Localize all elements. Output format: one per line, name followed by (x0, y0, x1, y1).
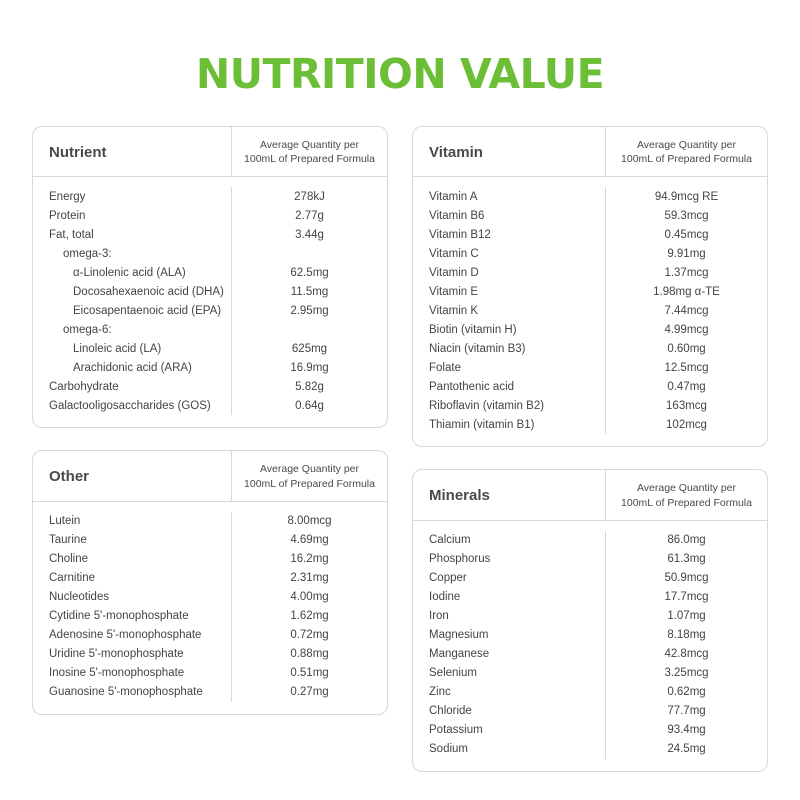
nutrient-table (32, 126, 388, 428)
row-label: Magnesium (429, 629, 489, 642)
row-value: 625mg (231, 339, 387, 358)
row-value: 8.00mcg (231, 512, 387, 531)
table-row (33, 225, 387, 244)
left-column (32, 126, 388, 772)
row-value: 1.98mg α-TE (605, 282, 767, 301)
quantity-header-line2: 100mL of Prepared Formula (244, 153, 375, 166)
table-row (413, 721, 767, 740)
quantity-header-line2: 100mL of Prepared Formula (621, 496, 752, 509)
row-label: Chloride (429, 705, 472, 718)
row-value: 163mcg (605, 396, 767, 415)
row-label: Guanosine 5'-monophosphate (49, 686, 203, 699)
table-row (413, 320, 767, 339)
row-value: 11.5mg (231, 282, 387, 301)
row-label: Eicosapentaenoic acid (EPA) (73, 304, 222, 317)
row-label: omega-6: (63, 323, 112, 336)
row-label: α-Linolenic acid (ALA) (73, 266, 186, 279)
row-value: 16.2mg (231, 550, 387, 569)
row-value: 4.69mg (231, 531, 387, 550)
row-value: 62.5mg (231, 263, 387, 282)
row-label: Vitamin A (429, 190, 478, 203)
table-row (33, 320, 387, 339)
row-value: 86.0mg (605, 531, 767, 550)
row-label: Adenosine 5'-monophosphate (49, 629, 202, 642)
table-row (413, 607, 767, 626)
table-row (413, 206, 767, 225)
table-row (413, 550, 767, 569)
table-row (413, 244, 767, 263)
nutrient-table-header-label: Nutrient (49, 143, 107, 161)
other-table (32, 450, 388, 714)
quantity-header-line2: 100mL of Prepared Formula (621, 153, 752, 166)
page-title: NUTRITION VALUE (195, 50, 605, 98)
row-label: Linoleic acid (LA) (73, 342, 162, 355)
row-label: Sodium (429, 743, 468, 756)
table-row (33, 358, 387, 377)
row-value: 77.7mg (605, 702, 767, 721)
row-value: 9.91mg (605, 244, 767, 263)
row-value: 0.47mg (605, 377, 767, 396)
row-label: Calcium (429, 534, 471, 547)
row-value: 16.9mg (231, 358, 387, 377)
table-row (413, 588, 767, 607)
row-value: 42.8mcg (605, 645, 767, 664)
row-label: Vitamin E (429, 285, 479, 298)
row-label: Vitamin B12 (429, 228, 491, 241)
quantity-header-line1: Average Quantity per (259, 463, 360, 476)
row-label: Energy (49, 190, 86, 203)
row-value: 1.62mg (231, 607, 387, 626)
minerals-table (412, 469, 768, 771)
row-value: 278kJ (231, 187, 387, 206)
table-row (413, 396, 767, 415)
nutrient-table-header (33, 127, 387, 177)
row-label: Potassium (429, 724, 483, 737)
row-value: 0.62mg (605, 683, 767, 702)
row-value: 0.45mcg (605, 225, 767, 244)
row-label: Nucleotides (49, 591, 110, 604)
table-row (33, 187, 387, 206)
row-label: omega-3: (63, 247, 112, 260)
row-label: Zinc (429, 686, 451, 699)
table-row (413, 339, 767, 358)
row-label: Choline (49, 553, 88, 566)
row-value: 17.7mcg (605, 588, 767, 607)
row-label: Cytidine 5'-monophosphate (49, 610, 189, 623)
row-value: 0.64g (231, 396, 387, 415)
other-table-quantity-header (231, 451, 387, 500)
table-row (33, 683, 387, 702)
table-row (413, 683, 767, 702)
nutrient-table-quantity-header (231, 127, 387, 176)
table-row (33, 531, 387, 550)
row-value (231, 244, 387, 263)
row-label: Iron (429, 610, 449, 623)
row-value: 4.00mg (231, 588, 387, 607)
row-label: Selenium (429, 667, 477, 680)
quantity-header-line1: Average Quantity per (636, 139, 737, 151)
table-row (33, 512, 387, 531)
table-row (33, 244, 387, 263)
other-table-header (33, 451, 387, 501)
table-row (413, 301, 767, 320)
row-label: Vitamin D (429, 266, 479, 279)
table-row (413, 626, 767, 645)
row-label: Carbohydrate (49, 380, 119, 393)
row-label: Phosphorus (429, 553, 491, 566)
quantity-header-line1: Average Quantity per (259, 139, 360, 151)
row-value: 94.9mcg RE (605, 187, 767, 206)
table-row (33, 206, 387, 225)
row-label: Vitamin K (429, 304, 479, 317)
row-value: 93.4mg (605, 721, 767, 740)
minerals-table-header (413, 470, 767, 520)
table-row (33, 282, 387, 301)
row-label: Niacin (vitamin B3) (429, 342, 526, 355)
table-row (33, 377, 387, 396)
table-row (413, 740, 767, 759)
row-value: 3.25mcg (605, 664, 767, 683)
row-label: Folate (429, 361, 461, 374)
row-value: 2.95mg (231, 301, 387, 320)
table-row (413, 187, 767, 206)
vitamin-table-header-label: Vitamin (429, 143, 483, 161)
row-value: 50.9mcg (605, 569, 767, 588)
row-label: Riboflavin (vitamin B2) (429, 399, 545, 412)
row-label: Pantothenic acid (429, 380, 515, 393)
table-row (413, 282, 767, 301)
row-value: 12.5mcg (605, 358, 767, 377)
minerals-table-quantity-header (605, 470, 767, 519)
table-row (33, 588, 387, 607)
row-value: 4.99mcg (605, 320, 767, 339)
table-row (413, 531, 767, 550)
table-row (413, 645, 767, 664)
row-label: Biotin (vitamin H) (429, 323, 517, 336)
table-row (33, 569, 387, 588)
tables-layout (0, 98, 800, 772)
row-value (231, 320, 387, 339)
row-label: Taurine (49, 534, 87, 547)
other-table-rows (33, 502, 387, 714)
vitamin-table-quantity-header (605, 127, 767, 176)
quantity-header-line2: 100mL of Prepared Formula (244, 477, 375, 490)
table-row (33, 645, 387, 664)
table-row (33, 626, 387, 645)
row-value: 0.27mg (231, 683, 387, 702)
quantity-header-line1: Average Quantity per (636, 482, 737, 495)
table-row (413, 263, 767, 282)
table-row (413, 702, 767, 721)
row-label: Lutein (49, 515, 81, 528)
minerals-table-rows (413, 521, 767, 771)
table-row (413, 225, 767, 244)
row-label: Copper (429, 572, 467, 585)
table-row (413, 358, 767, 377)
row-value: 1.07mg (605, 607, 767, 626)
row-label: Arachidonic acid (ARA) (73, 361, 192, 374)
row-value: 1.37mcg (605, 263, 767, 282)
vitamin-table (412, 126, 768, 447)
row-label: Thiamin (vitamin B1) (429, 418, 535, 431)
row-value: 5.82g (231, 377, 387, 396)
row-label: Inosine 5'-monophosphate (49, 667, 185, 680)
row-label: Protein (49, 209, 86, 222)
row-label: Manganese (429, 648, 490, 661)
row-label: Galactooligosaccharides (GOS) (49, 399, 211, 412)
row-label: Iodine (429, 591, 461, 604)
row-label: Carnitine (49, 572, 96, 585)
row-value: 2.77g (231, 206, 387, 225)
table-row (33, 263, 387, 282)
row-label: Vitamin B6 (429, 209, 485, 222)
row-label: Vitamin C (429, 247, 479, 260)
row-label: Uridine 5'-monophosphate (49, 648, 184, 661)
row-value: 102mcg (605, 415, 767, 434)
row-value: 24.5mg (605, 740, 767, 759)
row-value: 0.88mg (231, 645, 387, 664)
row-value: 0.72mg (231, 626, 387, 645)
table-row (33, 301, 387, 320)
table-row (413, 569, 767, 588)
table-row (33, 550, 387, 569)
table-row (33, 339, 387, 358)
row-value: 2.31mg (231, 569, 387, 588)
table-row (33, 607, 387, 626)
row-label: Docosahexaenoic acid (DHA) (73, 285, 224, 298)
row-value: 61.3mg (605, 550, 767, 569)
table-row (413, 415, 767, 434)
table-row (413, 664, 767, 683)
vitamin-table-header (413, 127, 767, 177)
row-value: 59.3mcg (605, 206, 767, 225)
minerals-table-header-label: Minerals (429, 487, 490, 505)
right-column (412, 126, 768, 772)
table-row (413, 377, 767, 396)
table-row (33, 664, 387, 683)
row-value: 3.44g (231, 225, 387, 244)
vitamin-table-rows (413, 177, 767, 446)
row-value: 0.60mg (605, 339, 767, 358)
row-value: 8.18mg (605, 626, 767, 645)
row-value: 7.44mcg (605, 301, 767, 320)
row-value: 0.51mg (231, 664, 387, 683)
table-row (33, 396, 387, 415)
row-label: Fat, total (49, 228, 94, 241)
other-table-header-label: Other (49, 468, 90, 486)
nutrient-table-rows (33, 177, 387, 427)
